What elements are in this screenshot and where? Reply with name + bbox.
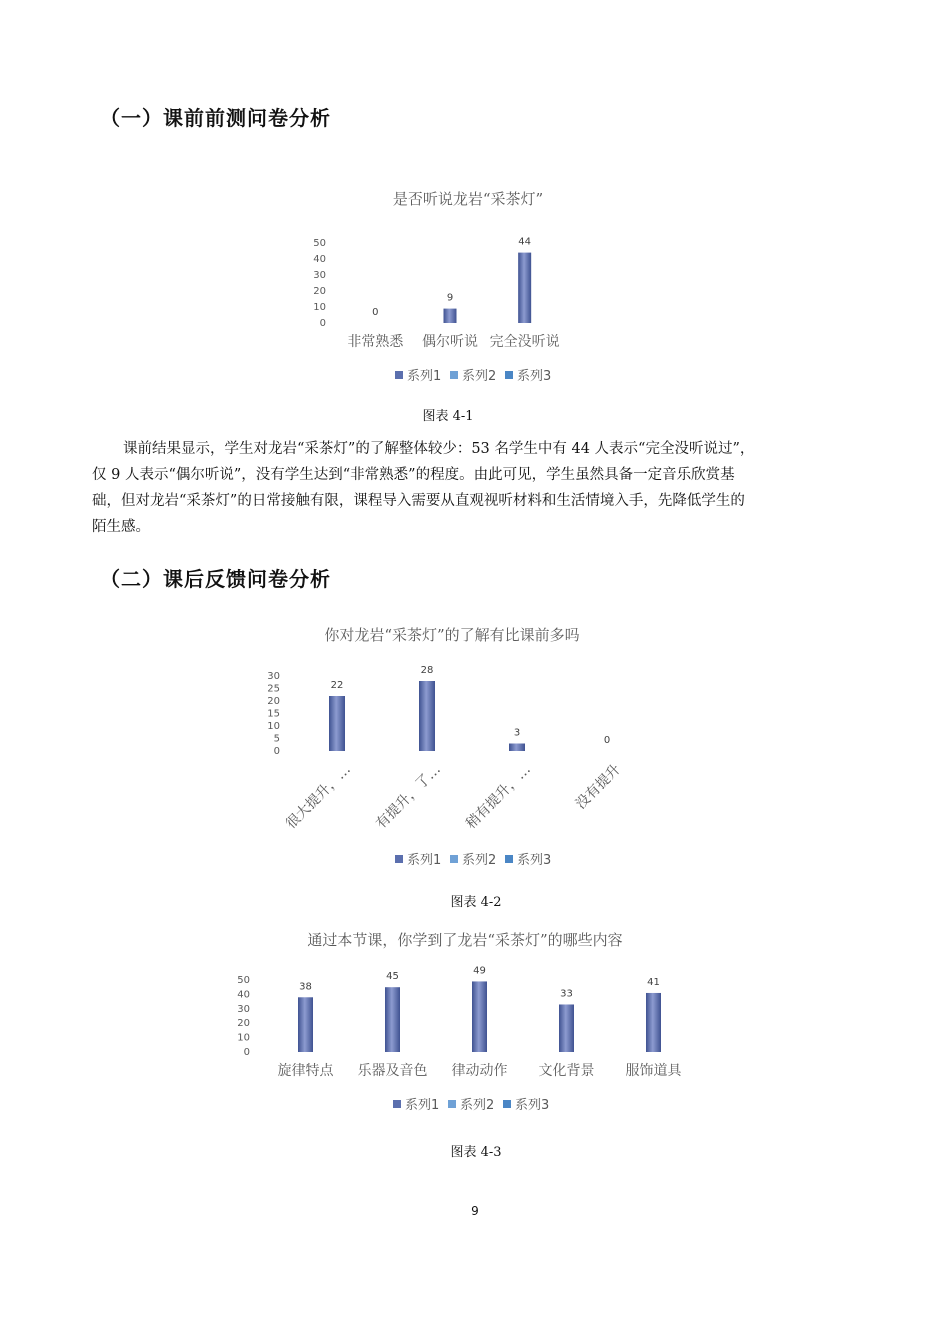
bar [472, 981, 487, 1052]
legend-label: 系列3 [517, 853, 552, 868]
y-tick-label: 50 [313, 238, 326, 249]
legend-label: 系列3 [515, 1098, 550, 1113]
data-label: 3 [513, 727, 521, 739]
figure-caption-2: 图表 4-2 [450, 895, 502, 910]
data-label: 33 [560, 988, 573, 1000]
legend-swatch [503, 1100, 511, 1108]
bar [444, 309, 457, 323]
category-label: 完全没听说 [489, 334, 560, 350]
section-heading-feedback: （二）课后反馈问卷分析 [100, 567, 331, 591]
chart-title: 是否听说龙岩“采茶灯” [392, 190, 544, 208]
chart-title: 你对龙岩“采茶灯”的了解有比课前多吗 [324, 626, 580, 644]
paragraph-line: 陌生感。 [92, 519, 150, 535]
category-label: 很大提升，… [283, 761, 354, 833]
category-label: 旋律特点 [277, 1063, 334, 1079]
category-label: 服饰道具 [625, 1063, 682, 1079]
chart-title: 通过本节课，你学到了龙岩“采茶灯”的哪些内容 [307, 931, 623, 949]
legend-label: 系列2 [460, 1098, 495, 1113]
category-label: 有提升，了… [373, 761, 444, 833]
data-label: 41 [647, 976, 660, 988]
data-label: 45 [386, 971, 399, 983]
paragraph-line: 础，但对龙岩“采茶灯”的日常接触有限，课程导入需要从直观视听材料和生活情境入手，先降低学生的 [92, 493, 745, 509]
y-tick-label: 20 [313, 286, 326, 297]
bar [298, 997, 313, 1052]
figure-caption-3: 图表 4-3 [450, 1145, 502, 1160]
category-label: 律动动作 [451, 1063, 508, 1079]
category-label: 稍有提升，… [463, 761, 534, 833]
paragraph-line: 仅 9 人表示“偶尔听说”，没有学生达到“非常熟悉”的程度。由此可见，学生虽然具备一定音乐欣赏基 [92, 467, 735, 483]
y-tick-label: 30 [237, 1003, 250, 1015]
category-label: 偶尔听说 [422, 334, 478, 350]
y-tick-label: 25 [267, 683, 280, 695]
legend-label: 系列1 [405, 1098, 440, 1113]
chart-feedback-understanding [267, 620, 670, 875]
legend-label: 系列1 [407, 369, 442, 384]
data-label: 28 [420, 665, 434, 676]
paragraph-line: 课前结果显示，学生对龙岩“采茶灯”的了解整体较少：53 名学生中有 44 人表示“完全没听说过”， [123, 441, 755, 457]
data-label: 44 [518, 236, 532, 248]
figure-caption-1: 图表 4-1 [422, 409, 474, 424]
data-label: 0 [603, 735, 611, 746]
y-tick-label: 5 [273, 733, 280, 745]
data-label: 49 [473, 965, 486, 977]
data-label: 9 [446, 292, 454, 304]
y-tick-label: 40 [237, 989, 250, 1001]
y-tick-label: 0 [243, 1047, 250, 1058]
bar [419, 681, 435, 751]
legend-label: 系列1 [407, 853, 442, 868]
legend-swatch [448, 1100, 456, 1108]
legend-swatch [395, 855, 403, 863]
y-tick-label: 40 [313, 254, 326, 265]
data-label: 38 [299, 981, 312, 993]
legend-label: 系列2 [462, 369, 497, 384]
category-label: 非常熟悉 [347, 334, 404, 350]
y-tick-label: 20 [237, 1018, 250, 1030]
data-label: 22 [330, 680, 344, 691]
y-tick-label: 10 [267, 721, 280, 732]
chart-pretest [300, 180, 630, 395]
legend-swatch [395, 371, 403, 379]
category-label: 文化背景 [538, 1063, 595, 1079]
category-label: 没有提升 [572, 761, 624, 813]
legend-swatch [505, 371, 513, 379]
bar [646, 993, 661, 1052]
y-tick-label: 20 [267, 696, 280, 707]
bar [385, 987, 400, 1052]
legend-label: 系列2 [462, 853, 497, 868]
category-label: 乐器及音色 [357, 1063, 428, 1079]
y-tick-label: 0 [273, 746, 280, 757]
y-tick-label: 10 [237, 1032, 250, 1044]
legend-swatch [450, 371, 458, 379]
y-tick-label: 30 [313, 270, 326, 281]
y-tick-label: 15 [267, 708, 280, 720]
data-label: 0 [372, 307, 379, 318]
bar [518, 253, 531, 323]
legend-label: 系列3 [517, 369, 552, 384]
y-tick-label: 0 [319, 318, 326, 329]
bar [559, 1004, 574, 1052]
y-tick-label: 10 [313, 302, 326, 313]
legend-swatch [450, 855, 458, 863]
analysis-paragraph [92, 436, 864, 540]
legend-swatch [505, 855, 513, 863]
page-number: 9 [471, 1204, 479, 1218]
chart-feedback-content [237, 925, 700, 1120]
bar [509, 744, 525, 752]
legend-swatch [393, 1100, 401, 1108]
y-tick-label: 50 [237, 975, 250, 986]
section-heading-pretest: （一）课前前测问卷分析 [100, 106, 331, 130]
y-tick-label: 30 [267, 671, 280, 682]
bar [329, 696, 345, 751]
